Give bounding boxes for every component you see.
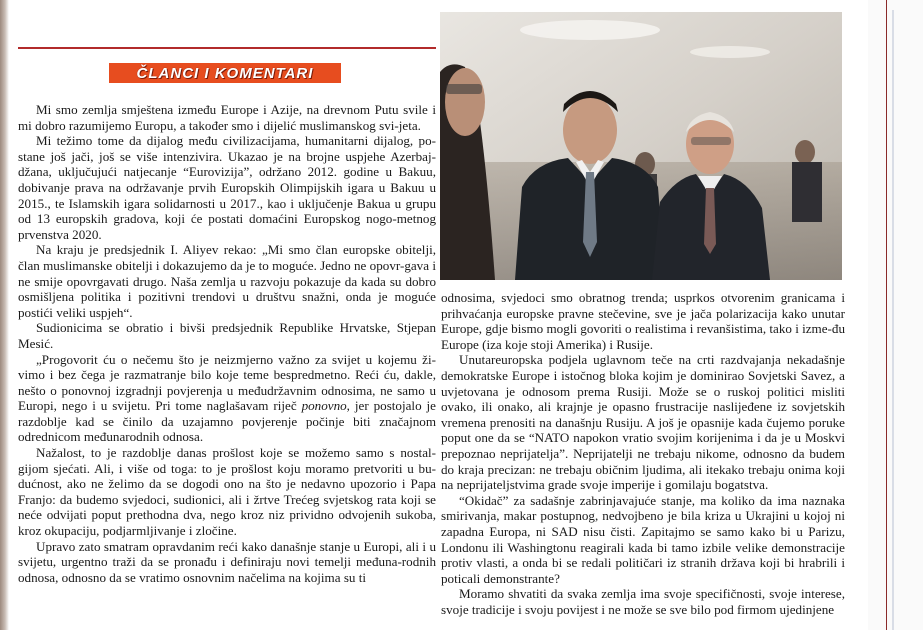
paragraph: Sudionicima se obratio i bivši predsjednik Republike Hrvatske, Stjepan Mesić.: [18, 320, 436, 351]
article-left-column: [18, 102, 436, 585]
paragraph: Mi smo zemlja smještena između Europe i Azije, na drevnom Putu svile i mi dobro razumijemo Europu, a također smo i dijelić muslimanskog svi-jeta.: [18, 102, 436, 133]
gutter-rule: [886, 0, 887, 630]
paragraph: Moramo shvatiti da svaka zemlja ima svoje specifičnosti, svoje interese, svoje tradicije i svoju povijest i ne može se sve bilo pod firmom ujedinjene: [441, 586, 845, 617]
paragraph: Mi težimo tome da dijalog među civilizacijama, humanitarni dijalog, po-stane još jači, još se više intenzivira. Ukazao je na brojne uspjehe Azerbaj-džana, uključujući natjecanje “Eurovizija”, održano 2012. godine u Bakuu, dobivanje prava na održavanje prvih Europskih Olimpijskih igara u Bakuu u 2015., te Islamskih igara solidarnosti u 2017., kao i uključenje Bakua u grupu od 13 europskih gradova, koji će postati domaćini Europskog nogo-metnog prvenstva 2020.: [18, 133, 436, 242]
page-edge-shadow: [0, 0, 9, 630]
page-gutter: [868, 0, 923, 630]
paragraph: Na kraju je predsjednik I. Aliyev rekao: „Mi smo član europske obitelji, član muslimanske obitelji i dokazujemo da je to moguće. Jedno ne opovr-gava i ne smije opovrgavati drugo. Naša zemlja u razvoju pokazuje da kada su dobro osmišljena politika i pozitivni trendovi u društvu snažni, onda je moguće postići veliki uspjeh“.: [18, 242, 436, 320]
paragraph: Upravo zato smatram opravdanim reći kako današnje stanje u Europi, ali i u svijetu, urgentno traži da se pronađu i definiraju novi temelji međuna-rodnih odnosa, odnosno da se vratimo osnovnim načelima na kojima su ti: [18, 538, 436, 585]
article-photo: [440, 12, 842, 280]
photo-illustration: [440, 12, 842, 280]
article-right-column: [441, 290, 845, 617]
paragraph: “Okidač” za sadašnje zabrinjavajuće stanje, ma koliko da ima naznaka smirivanja, makar postupnog, nedvojbeno je bila kriza u Ukrajini u kojoj ni zapadna Europa, ni SAD nisu čisti. Zapitajmo se samo kako bi u Parizu, Londonu ili Washingtonu reagirali kada bi tamo izbile velike demonstracije protiv vlasti, a onda bi se redali političari iz stranih država koji bi hrabrili i poticali demonstrante?: [441, 492, 845, 586]
paragraph: „Progovorit ću o nečemu što je neizmjerno važno za svijet u kojemu ži-vimo i bez čega je razmatranje bilo koje teme bespredmetno. Reći ću, dakle, nešto o ponovnoj izgradnji povjerenja u međudržavnim odnosima, ne samo u Europi, nego i u svijetu. Pri tome naglašavam riječ ponovno, jer postojalo je razdoblje kad se činilo da uzajamno povjerenje počinje biti značajnom odrednicom međunarodnih odnosa.: [18, 351, 436, 445]
header-rule: [18, 47, 436, 49]
section-title: ČLANCI I KOMENTARI: [109, 63, 341, 83]
gutter-rule-light: [892, 10, 894, 630]
paragraph: Nažalost, to je razdoblje danas prošlost koje se možemo samo s nostal-gijom sjećati. Ali, i više od toga: to je prošlost koju moramo pretvoriti u bu-dućnost, ako ne želimo da se dogodi ono na što je nedavno upozorio i Papa Franjo: da budemo svjedoci, sudionici, ali i žrtve Trećeg svjetskog rata koji se neće odvijati poput prethodna dva, nego kroz niz prividno odvojenih sukoba, kroz okupaciju, podjarmljivanje i zločine.: [18, 445, 436, 539]
paragraph: Unutareuropska podjela uglavnom teče na crti razdvajanja nekadašnje demokratske Europe i istočnog bloka kojim je dominirao Sovjetski Savez, a uvjetovana je odnosom prema Rusiji. Može se o ruskoj politici misliti ovako, ili onako, ali krajnje je opasno frustracije naslijeđene iz sovjetskih vremena prenositi na današnju Rusiju. A još je opasnije kada čujemo poruke poput one da se “NATO napokon vratio svojim korijenima i da je u Moskvi prepoznao neprijatelja”. Neprijatelji ne trebaju nikome, odnosno da budem do kraja precizan: ne trebaju običnim ljudima, ali itekako trebaju onima koji na neprijateljstvima grade svoje imperije i gomilaju bogatstva.: [441, 352, 845, 493]
paragraph: odnosima, svjedoci smo obratnog trenda; usprkos otvorenim granicama i prihvaćanja europske pravne stečevine, sve je jača polarizacija kako unutar Europe, gdje bismo mogli govoriti o realistima i revanšistima, tako i izme-đu Europe (iza koje stoji Amerika) i Rusije.: [441, 290, 846, 352]
